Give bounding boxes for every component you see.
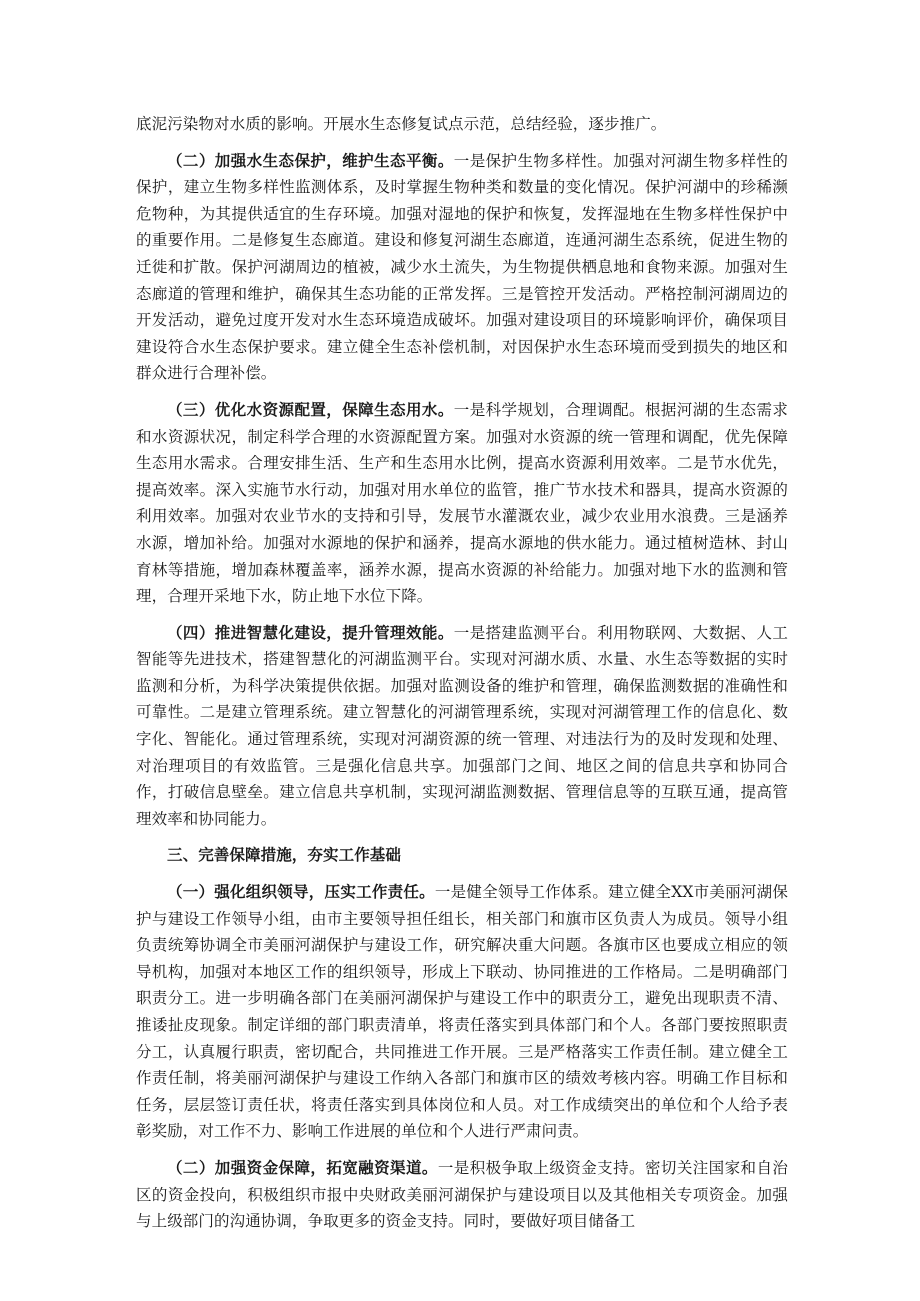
section-3-paragraph (136, 397, 788, 610)
section-3-heading: （三）优化水资源配置，保障生态用水。 (167, 399, 454, 419)
chapter-3-section-2-text: 一是积极争取上级资金支持。密切关注国家和自治区的资金投向，积极组织市报中央财政美丽河湖保护与建设项目以及其他相关专项资金。加强与上级部门的沟通协调，争取更多的资金支持。同时，要做好项目储备工 (136, 1158, 789, 1231)
section-3-text: 一是科学规划，合理调配。根据河湖的生态需求和水资源状况，制定科学合理的水资源配置方案。加强对水资源的统一管理和调配，优先保障生态用水需求。合理安排生活、生产和生态用水比例，提高水资源利用效率。二是节水优先，提高效率。深入实施节水行动，加强对用水单位的监管，推广节水技术和器具，提高水资源的利用效率。加强对农业节水的支持和引导，发展节水灌溉农业，减少农业用水浪费。三是涵养水源，增加补给。加强对水源地的保护和涵养，提高水源地的供水能力。通过植树造林、封山育林等措施，增加森林覆盖率，涵养水源，提高水资源的补给能力。加强对地下水的监测和管理，合理开采地下水，防止地下水位下降。 (136, 400, 788, 606)
section-4-text: 一是搭建监测平台。利用物联网、大数据、人工智能等先进技术，搭建智慧化的河湖监测平台。实现对河湖水质、水量、水生态等数据的实时监测和分析，为科学决策提供依据。加强对监测设备的维护和管理，确保监测数据的准确性和可靠性。二是建立管理系统。建立智慧化的河湖管理系统，实现对河湖管理工作的信息化、数字化、智能化。通过管理系统，实现对河湖资源的统一管理、对违法行为的及时发现和处理、对治理项目的有效监管。三是强化信息共享。加强部门之间、地区之间的信息共享和协同合作，打破信息壁垒。建立信息共享机制，实现河湖监测数据、管理信息等的互联互通，提高管理效率和协同能力。 (136, 623, 788, 828)
chapter-heading: 三、完善保障措施，夯实工作基础 (167, 845, 402, 865)
chapter-3-section-1-text: 一是健全领导工作体系。建立健全XX市美丽河湖保护与建设工作领导小组，由市主要领导担任组长，相关部门和旗市区负责人为成员。领导小组负责统筹协调全市美丽河湖保护与建设工作，研究解决重大问题。各旗市区也要成立相应的领导机构，加强对本地区工作的组织领导，形成上下联动、协同推进的工作格局。二是明确部门职责分工。进一步明确各部门在美丽河湖保护与建设工作中的职责分工，避免出现职责不清、推诿扯皮现象。制定详细的部门职责清单，将责任落实到具体部门和个人。各部门要按照职责分工，认真履行职责，密切配合，共同推进工作开展。三是严格落实工作责任制。建立健全工作责任制，将美丽河湖保护与建设工作纳入各部门和旗市区的绩效考核内容。明确工作目标和任务，层层签订责任状，将责任落实到具体岗位和人员。对工作成绩突出的单位和个人给予表彰奖励，对工作不力、影响工作进展的单位和个人进行严肃问责。 (136, 883, 789, 1141)
chapter-3-section-2-paragraph (136, 1155, 788, 1235)
section-2-text: 一是保护生物多样性。加强对河湖生物多样性的保护，建立生物多样性监测体系，及时掌握生物种类和数量的变化情况。保护河湖中的珍稀濒危物种，为其提供适宜的生存环境。加强对湿地的保护和恢复，发挥湿地在生物多样性保护中的重要作用。二是修复生态廊道。建设和修复河湖生态廊道，连通河湖生态系统，促进生物的迁徙和扩散。保护河湖周边的植被，减少水土流失，为生物提供栖息地和食物来源。加强对生态廊道的管理和维护，确保其生态功能的正常发挥。三是管控开发活动。严格控制河湖周边的开发活动，避免过度开发对水生态环境造成破坏。加强对建设项目的环境影响评价，确保项目建设符合水生态保护要求。建立健全生态补偿机制，对因保护水生态环境而受到损失的地区和群众进行合理补偿。 (136, 151, 788, 383)
chapter-3-section-2-heading: （二）加强资金保障，拓宽融资渠道。 (167, 1157, 438, 1177)
paragraph-continuation: 底泥污染物对水质的影响。开展水生态修复试点示范，总结经验，逐步推广。 (136, 115, 667, 133)
section-4-heading: （四）推进智慧化建设，提升管理效能。 (167, 622, 454, 642)
section-2-heading: （二）加强水生态保护，维护生态平衡。 (167, 150, 454, 170)
chapter-3-section-1-paragraph (136, 879, 788, 1145)
chapter-3-section-1-heading: （一）强化组织领导，压实工作责任。 (167, 882, 435, 902)
section-4-paragraph (136, 620, 788, 833)
section-2-paragraph (136, 148, 788, 387)
